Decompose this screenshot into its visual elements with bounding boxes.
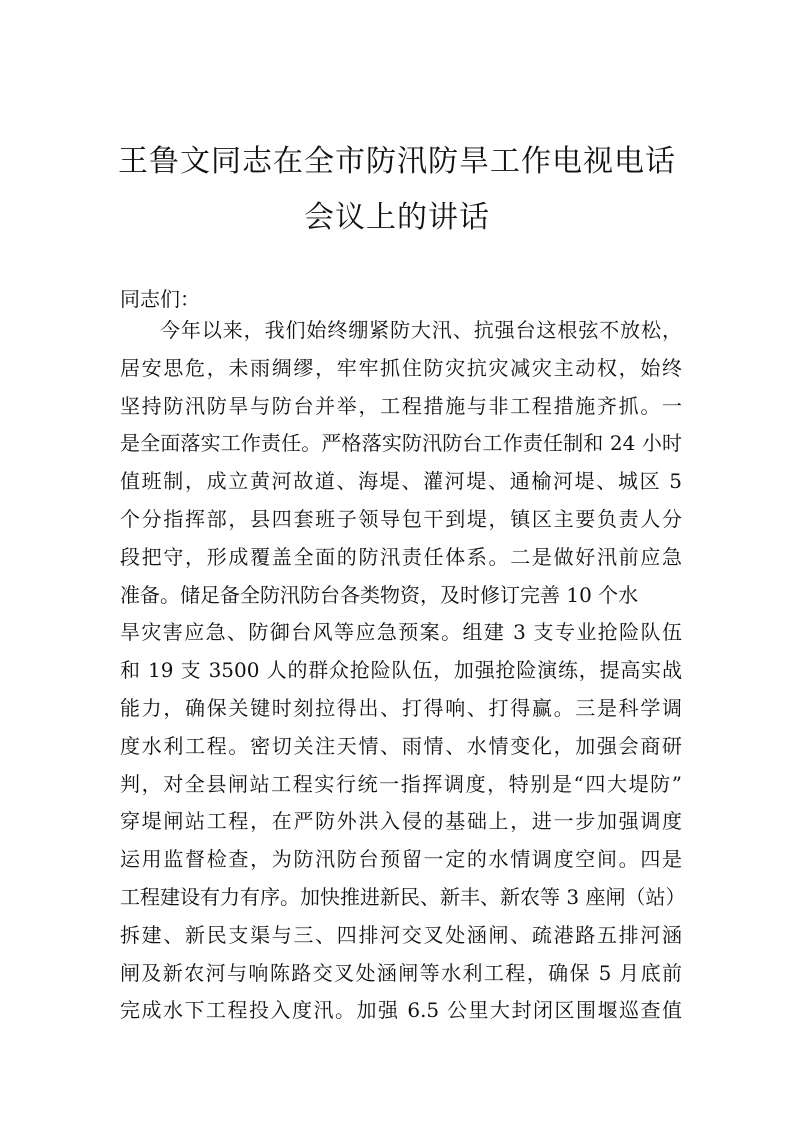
- greeting: 同志们：: [120, 287, 200, 311]
- text-line: 判，对全县闸站工程实行统一指挥调度，特别是“四大堤防”: [120, 771, 682, 796]
- text-line: 个分指挥部，县四套班子领导包干到堤，镇区主要负责人分: [120, 506, 682, 531]
- text-line: 值班制，成立黄河故道、海堤、灌河堤、通榆河堤、城区 5: [120, 469, 682, 494]
- text-line: 旱灾害应急、防御台风等应急预案。组建 3 支专业抢险队伍: [120, 620, 682, 645]
- text-line: 坚持防汛防旱与防台并举，工程措施与非工程措施齐抓。一: [120, 393, 682, 418]
- text-line: 是全面落实工作责任。严格落实防汛防台工作责任制和 24 小时: [120, 431, 682, 456]
- text-line: 今年以来，我们始终绷紧防大汛、抗强台这根弦不放松，: [160, 318, 682, 342]
- text-line: 闸及新农河与响陈路交叉处涵闸等水利工程，确保 5 月底前: [120, 960, 682, 985]
- text-line: 度水利工程。密切关注天情、雨情、水情变化，加强会商研: [120, 733, 682, 758]
- text-line: 完成水下工程投入度汛。加强 6.5 公里大封闭区围堰巡查值: [120, 998, 682, 1023]
- text-line: 能力，确保关键时刻拉得出、打得响、打得赢。三是科学调: [120, 695, 682, 720]
- body-paragraph: [120, 318, 686, 1036]
- text-line: 工程建设有力有序。加快推进新民、新丰、新农等 3 座闸（站）: [120, 884, 686, 909]
- text-line: 段把守，形成覆盖全面的防汛责任体系。二是做好汛前应急: [120, 544, 682, 569]
- text-line: 准备。储足备全防汛防台各类物资，及时修订完善 10 个水: [120, 582, 639, 607]
- text-line: 穿堤闸站工程，在严防外洪入侵的基础上，进一步加强调度: [120, 809, 682, 834]
- text-line: 拆建、新民支渠与三、四排河交叉处涵闸、疏港路五排河涵: [120, 922, 682, 947]
- document-title-line-1: 王鲁文同志在全市防汛防旱工作电视电话: [118, 144, 676, 179]
- text-line: 和 19 支 3500 人的群众抢险队伍，加强抢险演练，提高实战: [120, 658, 682, 683]
- text-line: 运用监督检查，为防汛防台预留一定的水情调度空间。四是: [120, 847, 682, 872]
- document-title-line-2: 会议上的讲话: [304, 200, 490, 235]
- text-line: 居安思危，未雨绸缪，牢牢抓住防灾抗灾减灾主动权，始终: [120, 355, 682, 380]
